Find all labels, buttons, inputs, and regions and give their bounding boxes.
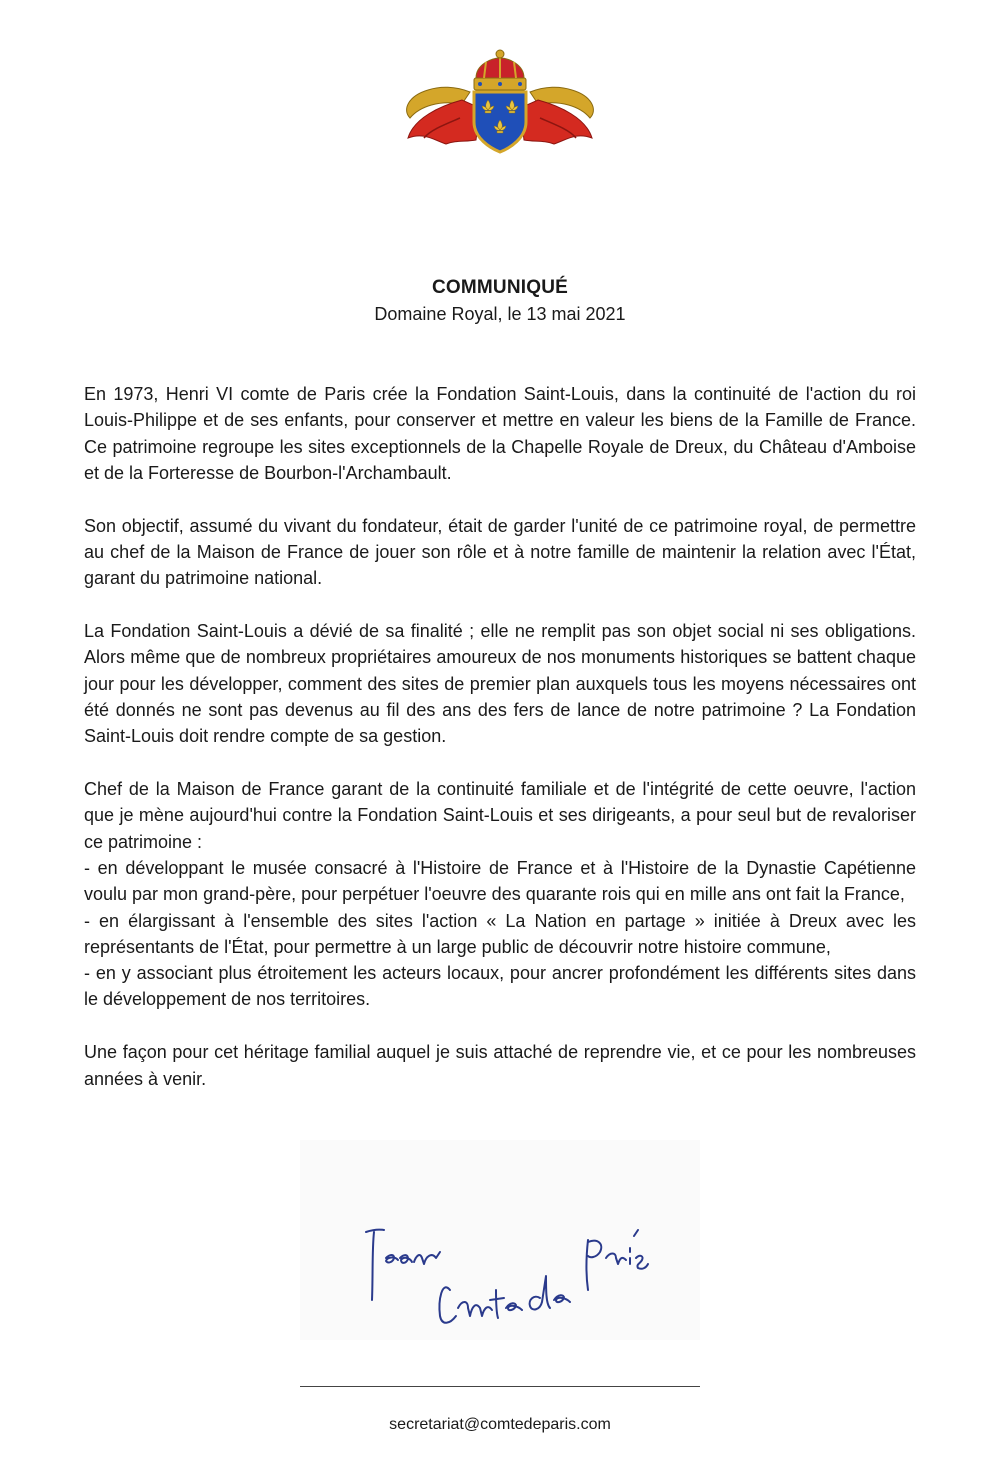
paragraph: En 1973, Henri VI comte de Paris crée la Fondation Saint-Louis, dans la continuité de l'action du roi Louis-Philippe et de ses enfants, pour conserver et mettre en valeur les biens de la Famille de France. Ce patrimoine regroupe les sites exceptionnels de la Chapelle Royale de Dreux, du Château d'Amboise et de la Forteresse de Bourbon-l'Archambault. [84,384,916,483]
paragraph: Son objectif, assumé du vivant du fondateur, était de garder l'unité de ce patrimoine royal, de permettre au chef de la Maison de France de jouer son rôle et à notre famille de maintenir la relation avec l'État, garant du patrimoine national. [84,515,916,589]
footer-divider [300,1386,700,1387]
paragraph: La Fondation Saint-Louis a dévié de sa finalité ; elle ne remplit pas son objet social ni ses obligations. Alors même que de nombreux propriétaires amoureux de nos monuments historiques se battent chaque jour pour les développer, comment des sites de premier plan auxquels tous les moyens nécessaires ont été donnés ne sont pas devenus au fil des ans des fers de lance de notre patrimoine ? La Fondation Saint-Louis doit rendre compte de sa gestion. [84,621,916,747]
list-item: - en développant le musée consacré à l'Histoire de France et à l'Histoire de la Dynastie Capétienne voulu par mon grand-père, pour perpétuer l'oeuvre des quarante rois qui en mille ans ont fait la France, [84,857,916,905]
contact-email[interactable]: secretariat@comtedeparis.com [389,1416,611,1433]
handwritten-signature [300,1140,700,1340]
closing-paragraph: Une façon pour cet héritage familial auquel je suis attaché de reprendre vie, et ce pour les nombreuses années à venir. [84,1042,916,1089]
communique-title: COMMUNIQUÉ [431,277,569,298]
list-item: - en élargissant à l'ensemble des sites l'action « La Nation en partage » initiée à Dreux avec les représentants de l'État, pour permettre à un large public de découvrir notre histoire commune, [84,910,916,957]
list-item: - en y associant plus étroitement les acteurs locaux, pour ancrer profondément les différents sites dans le développement de nos territoires. [84,963,916,1010]
dateline: Domaine Royal, le 13 mai 2021 [374,304,626,324]
communique-body [84,381,916,1118]
coat-of-arms-icon [400,48,600,158]
signature-area [300,1140,700,1340]
paragraph: Chef de la Maison de France garant de la continuité familiale et de l'intégrité de cette oeuvre, l'action que je mène aujourd'hui contre la Fondation Saint-Louis et ses dirigeants, a pour seul but de revaloriser ce patrimoine : [84,779,916,852]
